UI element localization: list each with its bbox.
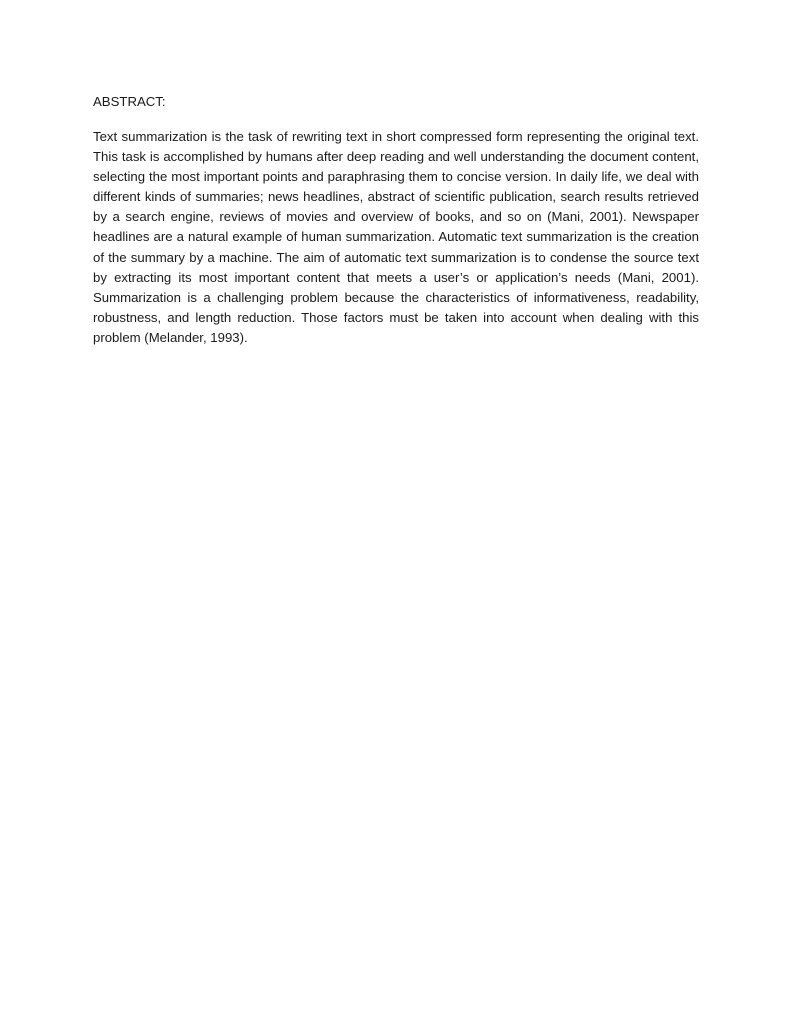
abstract-heading: ABSTRACT: — [93, 94, 166, 109]
abstract-paragraph: Text summarization is the task of rewriting text in short compressed form representing the original text. This task is accomplished by humans after deep reading and well understanding the document content, selecting the most important points and paraphrasing them to concise version. In daily life, we deal with different kinds of summaries; news headlines, abstract of scientific publication, search results retrieved by a search engine, reviews of movies and overview of books, and so on (Mani, 2001). Newspaper headlines are a natural example of human summarization. Automatic text summarization is the creation of the summary by a machine. The aim of automatic text summarization is to condense the source text by extracting its most important content that meets a user’s or application’s needs (Mani, 2001). Summarization is a challenging problem because the characteristics of informativeness, readability, robustness, and length reduction. Those factors must be taken into account when dealing with this problem (Melander, 1993). — [93, 129, 699, 345]
abstract-section — [93, 93, 699, 348]
